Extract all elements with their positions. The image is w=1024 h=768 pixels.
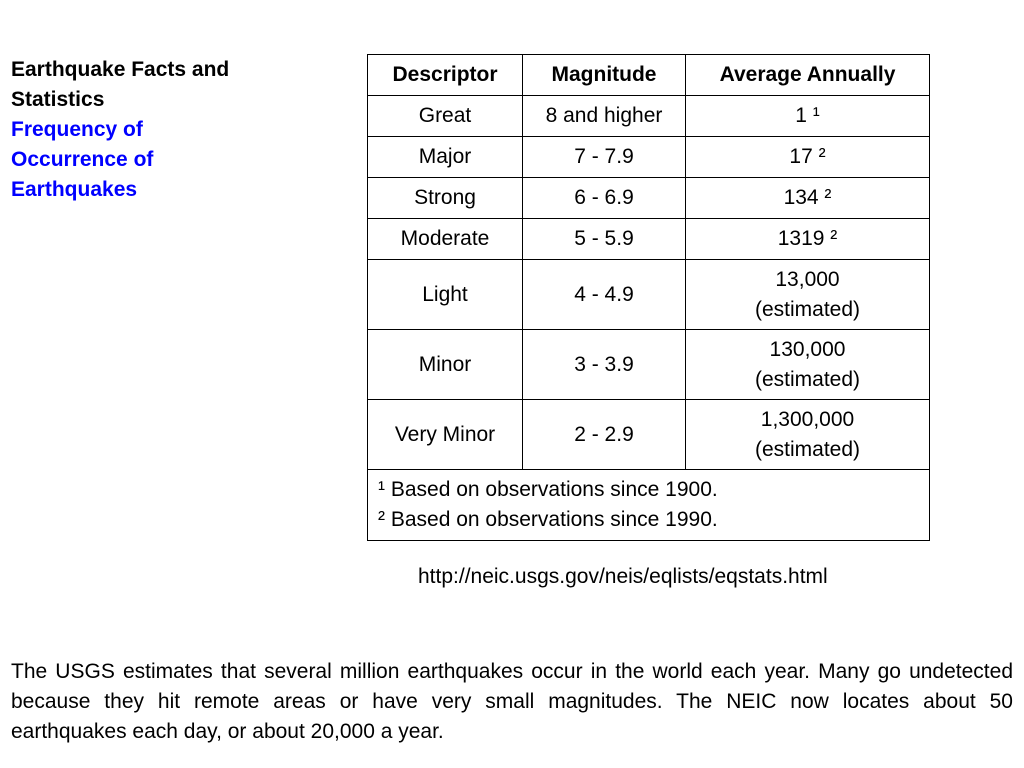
table-row [368,330,930,400]
magnitude-cell: 6 - 6.9 [523,178,686,219]
descriptor-cell: Minor [368,330,523,400]
average-annually-cell [686,400,930,470]
column-header-average-annually: Average Annually [686,55,930,96]
column-header-descriptor: Descriptor [368,55,523,96]
average-annually-cell: 17 ² [686,137,930,178]
table-row [368,137,930,178]
annual-value: 1,300,000 [760,407,855,431]
column-header-magnitude: Magnitude [523,55,686,96]
average-annually-cell: 1 ¹ [686,96,930,137]
footnote-1990: ² Based on observations since 1990. [378,508,718,531]
footnotes-cell [368,470,930,541]
average-annually-cell: 1319 ² [686,219,930,260]
table-row [368,260,930,330]
page-title: Earthquake Facts and Statistics [11,58,230,111]
table-header-row [368,55,930,96]
magnitude-cell: 8 and higher [523,96,686,137]
magnitude-cell: 4 - 4.9 [523,260,686,330]
descriptor-cell: Light [368,260,523,330]
magnitude-cell: 3 - 3.9 [523,330,686,400]
footnote-1900: ¹ Based on observations since 1900. [378,478,718,501]
annual-value: 13,000 [775,267,840,291]
table-row [368,178,930,219]
magnitude-cell: 5 - 5.9 [523,219,686,260]
table-row [368,96,930,137]
estimated-note: (estimated) [754,437,861,461]
body-paragraph: The USGS estimates that several million earthquakes occur in the world each year. Many go undetected because they hit remote areas or have very small magnitudes. The NEIC now locates about 50 earthquakes each day, or about 20,000 a year. [11,660,1013,743]
average-annually-cell [686,260,930,330]
descriptor-cell: Great [368,96,523,137]
footnotes-row [368,470,930,541]
magnitude-cell: 2 - 2.9 [523,400,686,470]
magnitude-cell: 7 - 7.9 [523,137,686,178]
estimated-note: (estimated) [754,367,861,391]
average-annually-cell [686,330,930,400]
page-subtitle: Frequency of Occurrence of Earthquakes [11,118,154,201]
source-url: http://neic.usgs.gov/neis/eqlists/eqstats.html [418,565,828,588]
descriptor-cell: Strong [368,178,523,219]
annual-value: 130,000 [769,337,846,361]
estimated-note: (estimated) [754,297,861,321]
slide-heading [11,55,311,205]
table-row [368,219,930,260]
table-row [368,400,930,470]
descriptor-cell: Moderate [368,219,523,260]
earthquake-frequency-table [367,54,930,541]
descriptor-cell: Very Minor [368,400,523,470]
average-annually-cell: 134 ² [686,178,930,219]
descriptor-cell: Major [368,137,523,178]
